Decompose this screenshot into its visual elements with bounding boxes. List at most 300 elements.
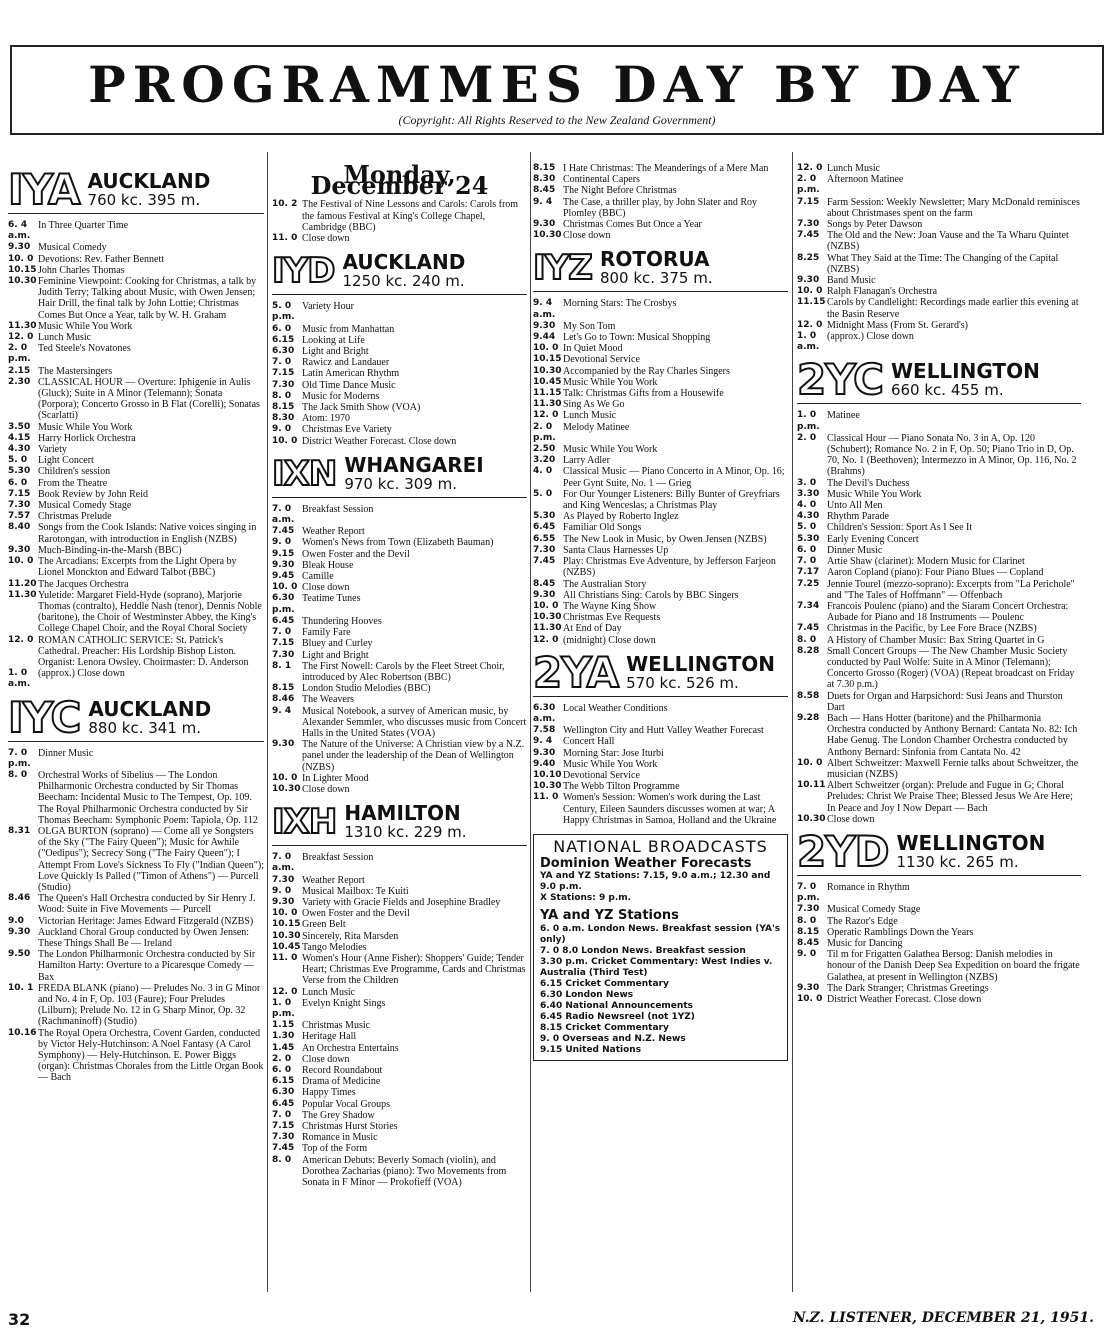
entry-time: 9.30 — [533, 320, 556, 331]
entry-time: 12. 0 — [8, 332, 34, 343]
schedule-entry — [8, 220, 264, 242]
schedule-entry — [272, 897, 527, 908]
schedule-entry — [8, 916, 264, 927]
entry-programme: Music While You Work — [563, 758, 658, 770]
schedule-entry — [272, 908, 527, 919]
schedule-entry — [8, 366, 264, 377]
schedule-iyc — [8, 748, 264, 1084]
entry-time: 9. 0 — [797, 949, 817, 960]
entry-programme: Variety — [38, 444, 67, 456]
station-city: HAMILTON — [344, 801, 461, 826]
schedule-entry — [272, 987, 527, 998]
page-title: PROGRAMMES DAY BY DAY — [88, 55, 1026, 114]
entry-programme: The Weavers — [302, 694, 355, 706]
entry-time: 6.30 a.m. — [533, 702, 556, 724]
entry-time: 8.15 — [797, 926, 820, 937]
entry-programme: The Night Before Christmas — [563, 185, 677, 197]
entry-programme: Tango Melodies — [302, 941, 367, 953]
broadcast-line: 7. 0 8.0 London News. Breakfast session — [540, 945, 746, 956]
schedule-entry — [272, 335, 527, 346]
entry-programme: Devotional Service — [563, 354, 640, 366]
station-frequency: 880 kc. 341 m. — [88, 718, 202, 737]
column-4 — [797, 163, 1081, 1293]
entry-programme: All Christians Sing: Carols by BBC Singers — [563, 589, 739, 601]
station-header-iyd — [272, 248, 527, 295]
entry-programme: Happy Times — [302, 1087, 356, 1099]
schedule-entry — [8, 556, 264, 578]
entry-time: 10.30 — [533, 612, 562, 623]
entry-time: 7. 0 — [272, 357, 292, 368]
entry-programme: Sing As We Go — [563, 399, 625, 411]
schedule-entry — [272, 942, 527, 953]
entry-time: 7.30 — [272, 649, 295, 660]
entry-programme: Music for Moderns — [302, 390, 380, 402]
entry-programme: My Son Tom — [563, 320, 616, 332]
entry-time: 8.45 — [533, 578, 556, 589]
entry-time: 7.45 — [272, 526, 295, 537]
entry-programme: The Queen's Hall Orchestra conducted by Sir Henry J. Wood: Suite in Five Movements — Purcell — [38, 893, 256, 916]
schedule-entry — [8, 276, 264, 321]
entry-time: 11.15 — [797, 297, 826, 308]
entry-programme: The Arcadians: Excerpts from the Light Opera by Lionel Monckton and Edward Talbot (BBC) — [38, 556, 237, 579]
entry-time: 8. 0 — [272, 390, 292, 401]
schedule-entry — [272, 852, 527, 874]
schedule-entry — [272, 537, 527, 548]
entry-programme: From the Theatre — [38, 477, 108, 489]
schedule-entry — [8, 444, 264, 455]
schedule-entry — [272, 784, 527, 795]
schedule-entry — [797, 500, 1081, 511]
entry-programme: District Weather Forecast. Close down — [302, 435, 457, 447]
entry-time: 8. 0 — [8, 769, 28, 780]
entry-time: 1. 0 p.m. — [797, 410, 820, 432]
entry-programme: The Dark Stranger; Christmas Greetings — [827, 982, 989, 994]
entry-programme: Weather Report — [302, 874, 365, 886]
entry-time: 12. 0 — [272, 986, 298, 997]
entry-programme: Orchestral Works of Sibelius — The London Philharmonic Orchestra conducted by Sir Thomas Beecham: Incidental Music to The Tempest, Op. 109. The Royal Philharmonic Orchestra conducted by Sir Thomas Beecham: Symphonic Poem: Tapiola, Op. 112 — [38, 769, 258, 826]
entry-time: 5. 0 — [533, 488, 553, 499]
schedule-entry — [797, 433, 1081, 478]
schedule-entry — [533, 399, 788, 410]
column-3 — [533, 163, 788, 1293]
schedule-entry — [533, 377, 788, 388]
column-divider — [792, 152, 793, 1292]
entry-programme: Ted Steele's Novatones — [38, 343, 131, 355]
schedule-entry — [533, 489, 788, 511]
entry-programme: Dinner Music — [38, 747, 94, 759]
entry-time: 9.30 — [797, 275, 820, 286]
schedule-2yd — [797, 882, 1081, 1005]
entry-programme: Dinner Music — [827, 544, 883, 556]
station-header-iyz — [533, 245, 788, 292]
entry-time: 12. 0 — [533, 634, 559, 645]
entry-time: 1.45 — [272, 1042, 295, 1053]
column-1 — [8, 163, 264, 1293]
schedule-entry — [272, 199, 527, 233]
entry-programme: Classical Music — Piano Concerto in A Minor, Op. 16; Peer Gynt Suite, No. 1 — Grieg — [563, 466, 785, 489]
entry-time: 1.30 — [272, 1031, 295, 1042]
schedule-entry — [8, 466, 264, 477]
entry-time: 7.30 — [272, 874, 295, 885]
national-broadcasts-title: NATIONAL BROADCASTS — [553, 836, 768, 856]
entry-time: 8.46 — [8, 893, 31, 904]
entry-time: 3.30 — [797, 488, 820, 499]
broadcast-line: 3.30 p.m. Cricket Commentary: West Indies v. Australia (Third Test) — [540, 956, 773, 978]
entry-time: 5.30 — [8, 466, 31, 477]
schedule-entry — [8, 893, 264, 915]
entry-programme: Close down — [563, 230, 611, 242]
entry-programme: Albert Schweitzer: Maxwell Fernie talks about Schweitzer, the musician (NZBS) — [827, 757, 1079, 780]
schedule-entry — [8, 983, 264, 1028]
entry-programme: Romance in Rhythm — [827, 881, 910, 893]
broadcast-line: 6.45 Radio Newsreel (not 1YZ) — [540, 1011, 695, 1022]
schedule-entry — [533, 343, 788, 354]
entry-programme: Musical Comedy Stage — [38, 500, 132, 512]
entry-time: 10.15 — [272, 919, 301, 930]
schedule-entry — [8, 265, 264, 276]
schedule-entry — [8, 927, 264, 949]
schedule-entry — [533, 354, 788, 365]
schedule-entry — [8, 545, 264, 556]
entry-time: 9. 4 — [533, 736, 553, 747]
entry-programme: Feminine Viewpoint: Cooking for Christmas, a talk by Judith Terry; Talking about Music, with Owen Jensen; Hair Drill, the final talk by John Lottie; Christmas Comes But Once a Year, talk by W. H. Graham — [38, 276, 257, 321]
publication-credit: N.Z. LISTENER, DECEMBER 21, 1951. — [792, 1310, 1094, 1326]
entry-time: 6.30 — [272, 346, 295, 357]
schedule-entry — [533, 612, 788, 623]
entry-programme: Old Time Dance Music — [302, 379, 396, 391]
entry-programme: The Jacques Orchestra — [38, 578, 129, 590]
station-header-ixh — [272, 799, 527, 846]
entry-time: 11. 0 — [272, 952, 298, 963]
schedule-2yc — [797, 410, 1081, 825]
entry-programme: The First Nowell: Carols by the Fleet Street Choir, introduced by Alec Robertson (BBC) — [302, 660, 505, 683]
entry-programme: Thundering Hooves — [302, 615, 382, 627]
entry-time: 8.46 — [272, 694, 295, 705]
entry-time: 9.30 — [8, 544, 31, 555]
entry-programme: Music While You Work — [827, 488, 922, 500]
schedule-entry — [8, 377, 264, 422]
entry-programme: John Charles Thomas — [38, 264, 125, 276]
schedule-entry — [272, 953, 527, 987]
entry-time: 7.15 — [8, 488, 31, 499]
entry-time: 10. 0 — [797, 757, 823, 768]
schedule-continued — [272, 199, 527, 244]
broadcast-line: 9.15 United Nations — [540, 1044, 642, 1055]
entry-time: 7.15 — [272, 1121, 295, 1132]
entry-programme: Devotions: Rev. Father Bennett — [38, 253, 164, 265]
entry-programme: Atom: 1970 — [302, 413, 351, 425]
entry-time: 1. 0 a.m. — [797, 331, 820, 353]
entry-time: 9.40 — [533, 758, 556, 769]
entry-programme: Close down — [302, 783, 350, 795]
entry-time: 10. 0 — [272, 908, 298, 919]
entry-programme: Matinee — [827, 410, 860, 422]
broadcast-line: YA and YZ Stations: 7.15, 9.0 a.m.; 12.30 and 9.0 p.m. — [540, 871, 771, 893]
station-logo-iyc: IYC — [8, 692, 81, 742]
entry-programme: Close down — [827, 813, 875, 825]
entry-time: 7.45 — [272, 1143, 295, 1154]
schedule-entry — [8, 522, 264, 544]
entry-time: 6. 0 — [272, 1065, 292, 1075]
schedule-entry — [272, 616, 527, 627]
entry-programme: Christmas in the Pacific, by Lee Fore Brace (NZBS) — [827, 623, 1037, 635]
entry-programme: Melody Matinee — [563, 421, 630, 433]
entry-programme: (approx.) Close down — [38, 668, 125, 680]
entry-time: 6.15 — [272, 334, 295, 345]
schedule-entry — [272, 683, 527, 694]
entry-programme: Christmas Eve Requests — [563, 612, 661, 624]
copyright-line: (Copyright: All Rights Reserved to the New Zealand Government) — [398, 113, 716, 127]
schedule-entry — [797, 219, 1081, 230]
entry-time: 10. 0 — [8, 556, 34, 567]
schedule-entry — [272, 875, 527, 886]
schedule-entry — [272, 593, 527, 615]
schedule-entry — [797, 713, 1081, 758]
schedule-entry — [272, 582, 527, 593]
entry-time: 7. 0 — [272, 1109, 292, 1120]
entry-programme: Christmas Hurst Stories — [302, 1121, 398, 1133]
schedule-entry — [797, 983, 1081, 994]
entry-programme: Heritage Hall — [302, 1031, 357, 1043]
entry-time: 2.15 — [8, 365, 31, 376]
entry-time: 2. 0 p.m. — [8, 343, 31, 365]
broadcast-line: 6. 0 a.m. London News. Breakfast session (YA's only) — [540, 923, 781, 945]
masthead-banner — [10, 45, 1104, 135]
station-frequency: 760 kc. 395 m. — [87, 191, 201, 209]
schedule-entry — [272, 1132, 527, 1143]
schedule-entry — [533, 332, 788, 343]
schedule-entry — [797, 949, 1081, 983]
entry-time: 10.30 — [533, 230, 562, 241]
entry-time: 10.30 — [797, 813, 826, 824]
entry-programme: Continental Capers — [563, 174, 640, 186]
entry-time: 9.28 — [797, 712, 820, 723]
schedule-entry — [797, 489, 1081, 500]
entry-time: 10.30 — [272, 930, 301, 941]
schedule-entry — [797, 814, 1081, 825]
entry-programme: Variety Hour — [302, 301, 354, 313]
weather-forecasts-heading: Dominion Weather Forecasts — [540, 856, 752, 872]
entry-time: 9. 4 — [533, 196, 553, 207]
entry-programme: Let's Go to Town: Musical Shopping — [563, 332, 711, 344]
schedule-entry — [533, 748, 788, 759]
entry-programme: Farm Session: Weekly Newsletter; Mary McDonald reminisces about Christmases spent on the farm — [827, 196, 1080, 219]
schedule-iyd — [272, 301, 527, 447]
entry-time: 10.15 — [533, 354, 562, 365]
entry-programme: Light and Bright — [302, 649, 369, 661]
station-logo-iya: IYA — [8, 165, 80, 214]
entry-programme: Musical Comedy — [38, 242, 107, 254]
entry-time: 7.30 — [797, 904, 820, 915]
schedule-entry — [533, 163, 788, 174]
entry-programme: Yuletide: Margaret Field-Hyde (soprano), Marjorie Thomas (contralto), Heddle Nash (tenor), Dennis Noble (baritone), the Choir of Westminster Abbey, the King's College Chapel Choir, and the Royal Choral Society — [38, 589, 262, 635]
entry-time: 2. 0 p.m. — [533, 421, 556, 443]
broadcast-line: 9. 0 Overseas and N.Z. News — [540, 1033, 686, 1044]
schedule-entry — [272, 1121, 527, 1132]
schedule-entry — [797, 635, 1081, 646]
entry-programme: Christmas Eve Variety — [302, 424, 392, 436]
entry-programme: Lunch Music — [827, 163, 881, 174]
entry-programme: Auckland Choral Group conducted by Owen Jensen: These Things Shall Be — Ireland — [38, 926, 250, 949]
schedule-entry — [8, 321, 264, 332]
entry-time: 10.11 — [797, 780, 826, 791]
schedule-entry — [533, 534, 788, 545]
entry-programme: American Debuts: Beverly Somach (violin), and Dorothea Zacharias (piano): Two Movements from Sonata in F Minor — Prokofieff (VOA) — [302, 1154, 507, 1189]
entry-time: 4.30 — [797, 511, 820, 522]
schedule-entry — [272, 706, 527, 740]
entry-programme: Weather Report — [302, 526, 365, 538]
entry-time: 12. 0 — [797, 163, 823, 173]
entry-programme: At End of Day — [563, 623, 622, 635]
entry-time: 10. 0 — [272, 582, 298, 593]
entry-time: 5.30 — [797, 533, 820, 544]
entry-time: 5. 0 p.m. — [272, 301, 295, 323]
station-logo-2yc: 2YC — [797, 355, 883, 405]
entry-time: 11.15 — [533, 388, 562, 399]
ya-yz-stations-heading: YA and YZ Stations — [540, 908, 679, 924]
schedule-entry — [8, 668, 264, 690]
entry-programme: Family Fare — [302, 627, 351, 639]
entry-programme: The Nature of the Universe: A Christian view by a N.Z. panel under the leadership of the Dean of Wellington (NZBS) — [302, 739, 525, 773]
entry-time: 10. 1 — [8, 982, 34, 993]
schedule-entry — [533, 601, 788, 612]
entry-time: 4.30 — [8, 444, 31, 455]
schedule-entry — [8, 748, 264, 770]
entry-time: 6.15 — [272, 1076, 295, 1087]
entry-programme: Jennie Tourel (mezzo-soprano): Excerpts from "La Perichole" and "The Tales of Hoffmann" — Offenbach — [827, 578, 1075, 601]
entry-time: 8.15 — [272, 402, 295, 413]
station-header-iya — [8, 167, 264, 214]
station-logo-2ya: 2YA — [533, 647, 619, 697]
entry-time: 9.30 — [533, 219, 556, 230]
entry-programme: Bach — Hans Hotter (baritone) and the Philharmonia Orchestra conducted by Anthony Bernard: Cantata No. 82: Ich Habe Genug. The London Chamber Orchestra conducted by Anthony Bernard: Sinfonia from Cantata No. 42 — [827, 712, 1078, 758]
schedule-entry — [533, 725, 788, 736]
entry-time: 6. 4 a.m. — [8, 220, 31, 242]
entry-programme: Early Evening Concert — [827, 533, 919, 545]
date-heading: Monday, December 24 — [310, 163, 489, 201]
schedule-entry — [272, 301, 527, 323]
entry-time: 7.45 — [797, 623, 820, 634]
entry-programme: Christmas Prelude — [38, 511, 112, 523]
schedule-entry — [272, 571, 527, 582]
entry-programme: The Webb Tilton Programme — [563, 781, 680, 793]
entry-time: 6.45 — [272, 615, 295, 626]
entry-programme: The Old and the New: Joan Vause and the Ta Wharu Quintet (NZBS) — [827, 230, 1069, 253]
entry-time: 2. 0 — [797, 432, 817, 443]
schedule-entry — [533, 556, 788, 578]
entry-programme: Morning Stars: The Crosbys — [563, 298, 677, 310]
schedule-entry — [8, 422, 264, 433]
entry-programme: Victorian Heritage: James Edward Fitzgerald (NZBS) — [38, 915, 254, 927]
schedule-continued — [533, 163, 788, 241]
station-city: WELLINGTON — [626, 651, 775, 676]
station-logo-ixn: IXN — [272, 453, 337, 494]
entry-time: 9.30 — [8, 242, 31, 253]
entry-programme: Top of the Form — [302, 1143, 368, 1155]
entry-programme: Carols by Candlelight: Recordings made earlier this evening at the Basin Reserve — [827, 297, 1079, 320]
entry-programme: Light Concert — [38, 455, 94, 467]
schedule-entry — [272, 638, 527, 649]
entry-time: 7. 0 p.m. — [797, 881, 820, 904]
entry-programme: Popular Vocal Groups — [302, 1098, 390, 1110]
schedule-entry — [797, 253, 1081, 275]
schedule-entry — [272, 1020, 527, 1031]
schedule-entry — [533, 781, 788, 792]
entry-programme: Larry Adler — [563, 455, 610, 467]
entry-time: 10. 0 — [797, 286, 823, 297]
schedule-ixn — [272, 504, 527, 795]
schedule-entry — [797, 601, 1081, 623]
entry-time: 7. 0 p.m. — [8, 747, 31, 769]
schedule-entry — [797, 994, 1081, 1005]
entry-programme: Afternoon Matinee — [827, 174, 904, 186]
schedule-entry — [272, 1065, 527, 1076]
entry-programme: Record Roundabout — [302, 1065, 383, 1076]
entry-time: 9.44 — [533, 332, 556, 343]
entry-programme: Sincerely, Rita Marsden — [302, 930, 399, 942]
entry-time: 10.30 — [533, 365, 562, 376]
entry-programme: Music While You Work — [563, 444, 658, 456]
entry-programme: Owen Foster and the Devil — [302, 908, 410, 920]
schedule-entry — [272, 739, 527, 773]
entry-programme: OLGA BURTON (soprano) — Come all ye Songsters of the Sky ("The Fairy Queen"); Music for Awhile ("Oedipus"); Secrecy Song ("The Fairy Queen"); I Attempt From Love's Sickness To Fly ("Indian Queen"); Love Quickly Is Palled ("Timon of Athens") — Purcell (Studio) — [38, 825, 264, 893]
schedule-entry — [797, 623, 1081, 634]
entry-time: 11.30 — [8, 589, 37, 600]
entry-programme: Close down — [302, 582, 350, 594]
entry-programme: Breakfast Session — [302, 503, 374, 515]
schedule-entry — [797, 567, 1081, 578]
entry-time: 10.10 — [533, 769, 562, 780]
schedule-entry — [797, 275, 1081, 286]
entry-time: 6.45 — [533, 522, 556, 533]
schedule-entry — [533, 388, 788, 399]
entry-programme: The Wayne King Show — [563, 600, 657, 612]
schedule-entry — [797, 691, 1081, 713]
entry-time: 6. 0 — [272, 323, 292, 334]
station-logo-2yd: 2YD — [797, 826, 889, 876]
entry-time: 7.25 — [797, 578, 820, 589]
entry-programme: Albert Schweitzer (organ): Prelude and Fugue in G; Choral Preludes: Christ We Praise Thee; Blessed Jesus We Are Here; In Peace and Joy I Now Depart — Bach — [827, 780, 1073, 814]
schedule-entry — [8, 332, 264, 343]
entry-programme: Teatime Tunes — [302, 593, 361, 605]
entry-programme: For Our Younger Listeners: Billy Bunter of Greyfriars and King Wenceslas; a Christmas Play — [563, 488, 780, 512]
entry-programme: Drama of Medicine — [302, 1076, 381, 1088]
entry-time: 8.30 — [272, 413, 295, 424]
entry-time: 6. 0 — [797, 544, 817, 555]
schedule-entry — [797, 197, 1081, 219]
schedule-entry — [797, 534, 1081, 545]
entry-time: 8.58 — [797, 690, 820, 701]
entry-programme: Bleak House — [302, 559, 354, 571]
entry-programme: Music for Dancing — [827, 937, 903, 949]
entry-time: 8. 0 — [797, 915, 817, 926]
schedule-entry — [272, 627, 527, 638]
entry-programme: Francois Poulenc (piano) and the Siaram Concert Orchestra: Aubade for Piano and 18 Instruments — Poulenc — [827, 600, 1069, 624]
entry-time: 7.57 — [8, 511, 31, 522]
entry-time: 10.30 — [272, 783, 301, 794]
broadcast-line: 6.40 National Announcements — [540, 1000, 693, 1011]
entry-programme: Bluey and Curley — [302, 638, 373, 650]
schedule-entry — [533, 736, 788, 747]
entry-programme: The Case, a thriller play, by John Slater and Roy Plomley (BBC) — [563, 196, 758, 219]
entry-programme: (approx.) Close down — [827, 331, 914, 343]
entry-programme: The Grey Shadow — [302, 1109, 375, 1121]
schedule-ixh — [272, 852, 527, 1188]
schedule-entry — [272, 931, 527, 942]
entry-programme: Close down — [302, 1053, 350, 1065]
entry-programme: Musical Comedy Stage — [827, 904, 921, 916]
schedule-entry — [272, 1143, 527, 1154]
